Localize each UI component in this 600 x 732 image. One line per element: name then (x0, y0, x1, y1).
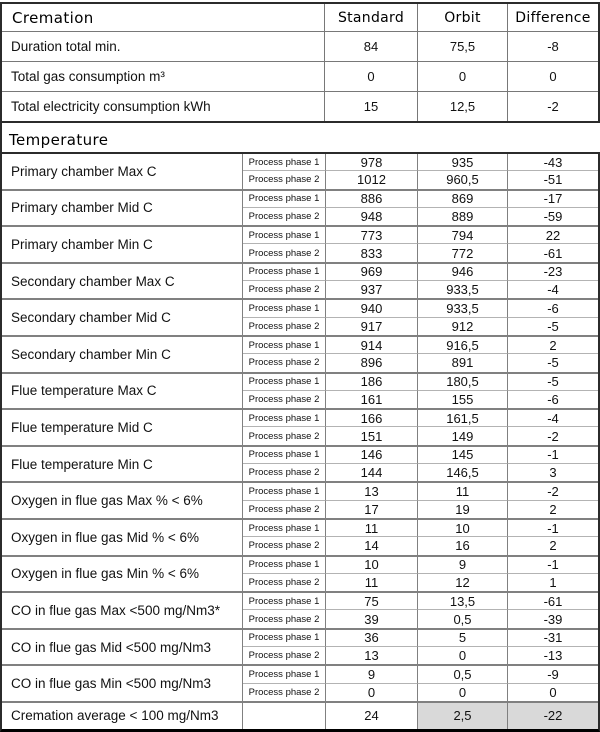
process-phase-label: Process phase 2 (243, 427, 326, 444)
value-cell: 0 (418, 684, 508, 701)
value-cell: 3 (549, 465, 557, 481)
value-cell: 10 (326, 557, 418, 574)
value-cell: -61 (508, 593, 598, 610)
value-cell: 2 (549, 501, 557, 517)
process-phase-label: Process phase 2 (243, 684, 326, 701)
group-label: Oxygen in flue gas Min % < 6% (2, 557, 243, 592)
measurement-group (2, 666, 598, 703)
detail-table-body (2, 154, 598, 703)
group-label: Secondary chamber Min C (2, 337, 243, 372)
measurement-group (2, 447, 598, 484)
process-phase-label: Process phase 1 (243, 483, 326, 500)
value-cell: 889 (418, 208, 508, 225)
process-phase-label: Process phase 2 (243, 244, 326, 261)
process-phase-label: Process phase 2 (243, 354, 326, 371)
value-cell: 773 (326, 227, 418, 244)
value-cell: -5 (508, 374, 598, 391)
value-cell: 869 (418, 191, 508, 208)
value-cell: 13 (326, 483, 418, 500)
cremation-average-row (2, 703, 598, 729)
group-label: Primary chamber Min C (2, 227, 243, 262)
value-cell: 1012 (326, 171, 418, 188)
value-cell: -2 (508, 483, 598, 500)
value-cell: -31 (508, 630, 598, 647)
summary-row (2, 61, 598, 91)
value-cell: 5 (418, 630, 508, 647)
value-cell: -39 (543, 611, 563, 627)
group-label: Oxygen in flue gas Mid % < 6% (2, 520, 243, 555)
process-phase-label: Process phase 1 (243, 191, 326, 208)
value-cell: 144 (326, 464, 418, 481)
value-cell: 935 (418, 154, 508, 171)
value-cell: 833 (326, 244, 418, 261)
measurement-group (2, 337, 598, 374)
value-cell: 9 (418, 557, 508, 574)
measurement-group (2, 520, 598, 557)
process-phase-label: Process phase 2 (243, 610, 326, 627)
measurement-group (2, 154, 598, 191)
summary-table-title: Cremation (2, 4, 325, 31)
process-phase-label: Process phase 1 (243, 374, 326, 391)
value-cell: -4 (547, 282, 559, 298)
measurement-group (2, 374, 598, 411)
value-cell: 969 (326, 264, 418, 281)
process-phase-label: Process phase 2 (243, 208, 326, 225)
value-cell: 39 (326, 610, 418, 627)
process-phase-label: Process phase 1 (243, 337, 326, 354)
summary-table (0, 2, 600, 123)
value-cell: 151 (326, 427, 418, 444)
value-cell: 0 (549, 684, 557, 700)
value-cell: 912 (418, 318, 508, 335)
group-label: Primary chamber Max C (2, 154, 243, 189)
value-cell: -5 (547, 318, 559, 334)
value-cell: 794 (418, 227, 508, 244)
value-cell: 11 (326, 574, 418, 591)
value-cell: 84 (325, 32, 418, 61)
temperature-section-band (0, 123, 600, 152)
value-cell: 16 (418, 537, 508, 554)
measurement-group (2, 557, 598, 594)
value-cell: 0 (418, 647, 508, 664)
value-cell: 960,5 (418, 171, 508, 188)
value-cell: -13 (543, 648, 563, 664)
value-cell: 155 (418, 391, 508, 408)
value-cell: -1 (508, 447, 598, 464)
value-cell: -51 (543, 172, 563, 188)
value-cell: 9 (326, 666, 418, 683)
group-label: Primary chamber Mid C (2, 191, 243, 226)
group-label: Secondary chamber Mid C (2, 300, 243, 335)
value-cell: 2 (508, 337, 598, 354)
value-cell: 772 (418, 244, 508, 261)
value-cell: 10 (418, 520, 508, 537)
value-cell: 978 (326, 154, 418, 171)
summary-header-row (2, 4, 598, 31)
measurement-group (2, 630, 598, 667)
group-label: CO in flue gas Min <500 mg/Nm3 (2, 666, 243, 701)
process-phase-label: Process phase 1 (243, 630, 326, 647)
value-cell: 15 (325, 92, 418, 121)
value-cell: 937 (326, 281, 418, 298)
process-phase-label: Process phase 2 (243, 318, 326, 335)
process-phase-label: Process phase 1 (243, 520, 326, 537)
process-phase-label: Process phase 1 (243, 593, 326, 610)
value-cell: 940 (326, 300, 418, 317)
value-cell: 0 (418, 62, 508, 91)
column-header-difference: Difference (515, 9, 591, 26)
row-label: Total gas consumption m³ (2, 62, 325, 91)
value-cell: -5 (547, 355, 559, 371)
process-phase-label: Process phase 1 (243, 264, 326, 281)
value-cell: 166 (326, 410, 418, 427)
process-phase-label: Process phase 2 (243, 501, 326, 518)
value-cell: -2 (547, 428, 559, 444)
value-cell: 933,5 (418, 300, 508, 317)
value-cell: 916,5 (418, 337, 508, 354)
value-cell: -23 (508, 264, 598, 281)
measurement-group (2, 191, 598, 228)
summary-row (2, 31, 598, 61)
process-phase-label: Process phase 1 (243, 557, 326, 574)
value-cell: 917 (326, 318, 418, 335)
column-header-orbit: Orbit (418, 4, 508, 31)
value-cell: -43 (508, 154, 598, 171)
value-cell: 1 (549, 574, 557, 590)
process-phase-label: Process phase 2 (243, 647, 326, 664)
measurement-group (2, 264, 598, 301)
process-phase-label: Process phase 1 (243, 447, 326, 464)
value-cell: 13 (326, 647, 418, 664)
value-cell: 886 (326, 191, 418, 208)
group-label: Flue temperature Min C (2, 447, 243, 482)
value-cell: 12 (418, 574, 508, 591)
footer-orbit-value: 2,5 (418, 703, 508, 729)
value-cell: 22 (508, 227, 598, 244)
process-phase-label: Process phase 2 (243, 171, 326, 188)
value-cell: -6 (547, 392, 559, 407)
value-cell: 149 (418, 427, 508, 444)
value-cell: 12,5 (418, 92, 508, 121)
process-phase-label: Process phase 1 (243, 154, 326, 171)
measurement-group (2, 227, 598, 264)
value-cell: 146,5 (418, 464, 508, 481)
value-cell: 180,5 (418, 374, 508, 391)
group-label: CO in flue gas Max <500 mg/Nm3* (2, 593, 243, 628)
value-cell: 933,5 (418, 281, 508, 298)
value-cell: -2 (547, 99, 559, 114)
value-cell: 161 (326, 391, 418, 408)
value-cell: 0,5 (418, 666, 508, 683)
footer-standard-value: 24 (326, 703, 418, 729)
process-phase-label: Process phase 1 (243, 666, 326, 683)
process-phase-label: Process phase 1 (243, 410, 326, 427)
group-label: Secondary chamber Max C (2, 264, 243, 299)
group-label: CO in flue gas Mid <500 mg/Nm3 (2, 630, 243, 665)
value-cell: 891 (418, 354, 508, 371)
value-cell: 146 (326, 447, 418, 464)
value-cell: 2 (549, 538, 557, 554)
value-cell: 75,5 (418, 32, 508, 61)
process-phase-label: Process phase 1 (243, 300, 326, 317)
value-cell: 186 (326, 374, 418, 391)
process-phase-label: Process phase 2 (243, 464, 326, 481)
value-cell: 14 (326, 537, 418, 554)
measurement-group (2, 593, 598, 630)
value-cell: 0 (325, 62, 418, 91)
process-phase-label: Process phase 1 (243, 227, 326, 244)
value-cell: -4 (508, 410, 598, 427)
group-label: Oxygen in flue gas Max % < 6% (2, 483, 243, 518)
value-cell: -61 (543, 245, 563, 261)
value-cell: 75 (326, 593, 418, 610)
value-cell: 13,5 (418, 593, 508, 610)
summary-row (2, 91, 598, 121)
value-cell: 145 (418, 447, 508, 464)
group-label: Flue temperature Max C (2, 374, 243, 409)
value-cell: 0 (549, 69, 557, 84)
value-cell: 0,5 (418, 610, 508, 627)
value-cell: -9 (508, 666, 598, 683)
value-cell: 19 (418, 501, 508, 518)
value-cell: 948 (326, 208, 418, 225)
value-cell: -59 (543, 209, 563, 225)
measurement-group (2, 483, 598, 520)
value-cell: 36 (326, 630, 418, 647)
value-cell: 896 (326, 354, 418, 371)
row-label: Total electricity consumption kWh (2, 92, 325, 121)
footer-empty-cell (243, 703, 326, 729)
process-phase-label: Process phase 2 (243, 391, 326, 408)
process-phase-label: Process phase 2 (243, 574, 326, 591)
column-header-standard: Standard (325, 4, 418, 31)
summary-rows (2, 31, 598, 121)
value-cell: 946 (418, 264, 508, 281)
value-cell: -6 (508, 300, 598, 317)
value-cell: 914 (326, 337, 418, 354)
value-cell: 11 (418, 483, 508, 500)
detail-table (0, 152, 600, 732)
footer-label: Cremation average < 100 mg/Nm3 (2, 703, 243, 729)
section-title: Temperature (9, 130, 109, 149)
process-phase-label: Process phase 2 (243, 537, 326, 554)
value-cell: 161,5 (418, 410, 508, 427)
value-cell: -1 (508, 520, 598, 537)
value-cell: 11 (326, 520, 418, 537)
value-cell: -8 (547, 39, 559, 54)
row-label: Duration total min. (2, 32, 325, 61)
value-cell: 0 (326, 684, 418, 701)
value-cell: -17 (508, 191, 598, 208)
footer-difference-value: -22 (508, 703, 598, 729)
value-cell: 17 (326, 501, 418, 518)
measurement-group (2, 410, 598, 447)
group-label: Flue temperature Mid C (2, 410, 243, 445)
measurement-group (2, 300, 598, 337)
value-cell: -1 (508, 557, 598, 574)
process-phase-label: Process phase 2 (243, 281, 326, 298)
